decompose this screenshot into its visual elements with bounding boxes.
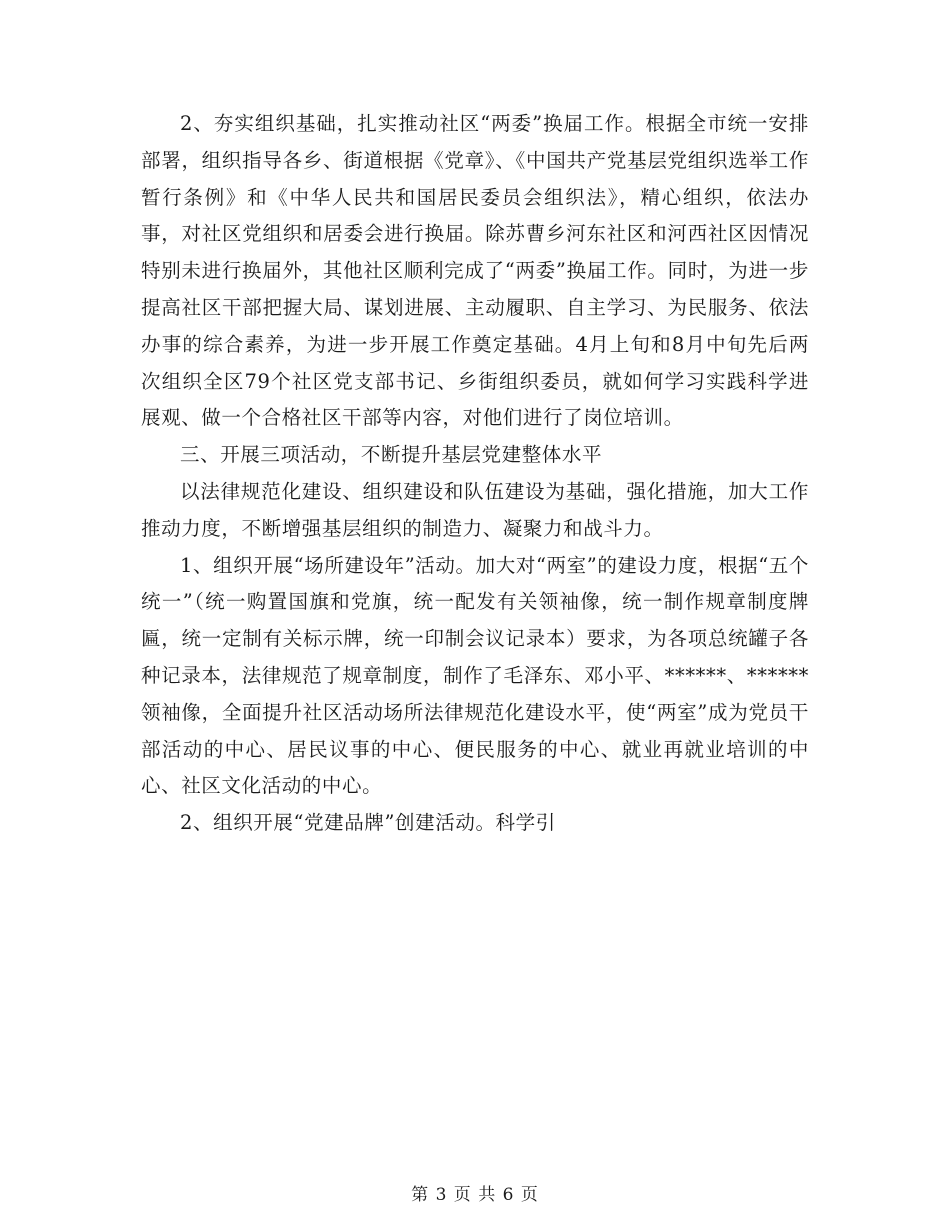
paragraph-party-brand: 2、组织开展“党建品牌”创建活动。科学引 (180, 811, 556, 835)
paragraph-community-election: 2、夯实组织基础，扎实推动社区“两委”换届工作。根据全市统一安排部署，组织指导各乡、街道根据《党章》、《中国共产党基层党组织选举工作暂行条例》和《中华人民共和国居民委员会组织法》，精心组织，依法办事，对社区党组织和居委会进行换届。除苏曹乡河东社区和河西社区因情况特别未进行换届外，其他社区顺利完成了“两委”换届工作。同时，为进一步提高社区干部把握大局、谋划进展、主动履职、自主学习、为民服务、依法办事的综合素养，为进一步开展工作奠定基础。4月上旬和8月中旬先后两次组织全区79个社区党支部书记、乡街组织委员，就如何学习实践科学进展观、做一个合格社区干部等内容，对他们进行了岗位培训。 (141, 112, 809, 430)
section-heading-three-activities: 三、开展三项活动，不断提升基层党建整体水平 (180, 443, 603, 467)
document-body (141, 106, 809, 842)
page-footer: 第 3 页 共 6 页 (411, 1185, 539, 1205)
paragraph-venue-construction: 1、组织开展“场所建设年”活动。加大对“两室”的建设力度，根据“五个统一”（统一购置国旗和党旗，统一配发有关领袖像，统一制作规章制度牌匾，统一定制有关标示牌，统一印制会议记录本）要求，为各项总统罐子各种记录本，法律规范了规章制度，制作了毛泽东、邓小平、******、******领袖像，全面提升社区活动场所法律规范化建设水平，使“两室”成为党员干部活动的中心、居民议事的中心、便民服务的中心、就业再就业培训的中心、社区文化活动的中心。 (141, 553, 809, 798)
paragraph-section-intro: 以法律规范化建设、组织建设和队伍建设为基础，强化措施，加大工作推动力度，不断增强基层组织的制造力、凝聚力和战斗力。 (141, 479, 809, 540)
